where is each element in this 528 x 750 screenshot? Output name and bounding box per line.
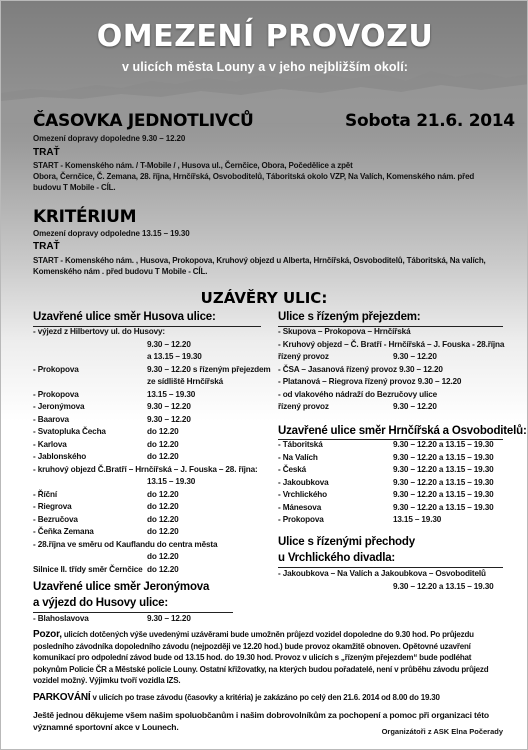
right-box-heading-2: Uzavřené ulice směr Hrnčířská a Osvoboditelů: xyxy=(278,425,527,437)
route-line: budovu T Mobile - CÍL. xyxy=(33,183,116,192)
closure-row-label: - Prokopova xyxy=(278,515,324,524)
casovka-time: Omezení dopravy dopoledne 9.30 – 12.20 xyxy=(33,134,186,143)
closure-row-value: do 12.20 xyxy=(147,489,179,499)
thanks-paragraph: Ještě jednou děkujeme všem našim spoluobčanům i našim dobrovolníkům za pochopení a pomoc při organizaci této významné sportovní akce v Lounech. xyxy=(33,710,489,732)
closure-row-value: 9.30 – 12.20 s řízeným přejezdem xyxy=(147,364,271,374)
closure-row-value: 9.30 – 12.20 a 13.15 – 19.30 xyxy=(393,490,494,499)
closure-row-label: - Blahoslavova xyxy=(33,614,89,623)
kriterium-time: Omezení dopravy odpoledne 13.15 – 19.30 xyxy=(33,229,190,238)
closure-row-value: 9.30 – 12.20 a 13.15 – 19.30 xyxy=(393,465,494,474)
closure-row-label: - Vrchlického xyxy=(278,490,328,499)
casovka-heading: ČASOVKA JEDNOTLIVCŮ xyxy=(33,111,254,131)
closure-row-label: - Platanová – Riegrova řízený provoz 9.30 – 12.20 xyxy=(278,377,462,386)
closure-row-value: 9.30 – 12.20 xyxy=(147,402,191,411)
closure-row-label: - Na Valích xyxy=(278,452,318,462)
closure-row-label: - Říční xyxy=(33,489,57,499)
closure-row-label: - Svatopluka Čecha xyxy=(33,427,106,436)
event-date: Sobota 21.6. 2014 xyxy=(345,111,515,131)
parking-paragraph xyxy=(33,692,503,704)
closure-row-value: 9.30 – 12.20 xyxy=(393,352,437,361)
closure-row-value: 9.30 – 12.20 xyxy=(147,414,191,424)
closure-row-label: - Baarova xyxy=(33,414,69,424)
closure-row-label: - Česká xyxy=(278,465,307,474)
closure-row-value: 9.30 – 12.20 a 13.15 – 19.30 xyxy=(393,452,494,462)
closure-row-label: - Jakoubkova xyxy=(278,477,329,487)
closure-row-label: - Skupova – Prokopova – Hrnčířská xyxy=(278,327,411,336)
closure-row-label: Silnice II. třídy směr Černčice xyxy=(33,564,143,574)
parking-label: PARKOVÁNÍ xyxy=(33,692,91,703)
closure-row-value: 9.30 – 12.20 xyxy=(147,614,191,623)
closure-row-label: - výjezd z Hilbertovy ul. do Husovy: xyxy=(33,327,165,336)
closure-row-value: 13.15 – 19.30 xyxy=(393,515,442,524)
closure-row-label: řízený provoz xyxy=(278,352,329,361)
organizer-signature: Organizátoři z ASK Elna Počerady xyxy=(381,727,503,736)
right-box-heading-3 xyxy=(278,534,415,566)
closures-heading: UZÁVĚRY ULIC: xyxy=(200,289,328,307)
closure-row-value: 9.30 – 12.20 a 13.15 – 19.30 xyxy=(393,581,494,591)
closure-row-label: - Jeronýmova xyxy=(33,402,85,411)
closure-row-value: 13.15 – 19.30 xyxy=(147,389,196,399)
route-line: START - Komenského nám. / T-Mobile / , Husova ul., Černčice, Obora, Počedělice a zpět xyxy=(33,161,353,170)
closure-row-value: 13.15 – 19.30 xyxy=(147,477,196,486)
closure-row-label: - 28.října ve směru od Kauflandu do centra města xyxy=(33,539,218,549)
closure-row-value: do 12.20 xyxy=(147,527,179,536)
kriterium-route xyxy=(33,255,508,277)
closure-row-label: - Jakoubkova – Na Valích a Jakoubkova – Osvoboditelů xyxy=(278,569,486,578)
route-line: Komenského nám . před budovu T Mobile - CÍL. xyxy=(33,267,208,276)
kriterium-trat-label: TRAŤ xyxy=(33,241,60,252)
closure-row-label: - Karlova xyxy=(33,439,67,449)
right-box-rule-3 xyxy=(278,567,503,568)
closure-row-value: do 12.20 xyxy=(147,439,179,449)
closure-row-value: do 12.20 xyxy=(147,502,179,511)
closure-row-value: 9.30 – 12.20 a 13.15 – 19.30 xyxy=(393,502,494,512)
closure-row-value: 9.30 – 12.20 xyxy=(147,339,191,349)
closure-row-value: do 12.20 xyxy=(147,452,179,461)
page-subtitle: v ulicích města Louny a v jeho nejbližším okolí: xyxy=(121,60,409,74)
closure-row-label: - od vlakového nádraží do Bezručovy ulice xyxy=(278,389,438,399)
closure-row-label: - ČSA – Jasanová řízený provoz 9.30 – 12.20 xyxy=(278,364,443,374)
closure-row-value: do 12.20 xyxy=(147,514,179,524)
closure-row-label: - Čeňka Zemana xyxy=(33,527,94,536)
kriterium-heading: KRITÉRIUM xyxy=(33,207,137,227)
closure-row-label: - Bezručova xyxy=(33,514,78,524)
closure-row-value: 9.30 – 12.20 a 13.15 – 19.30 xyxy=(393,477,494,487)
closure-row-label: řízený provoz xyxy=(278,402,329,411)
closure-row-value: do 12.20 xyxy=(147,564,179,574)
casovka-route xyxy=(33,160,508,193)
pozor-text: ulicích dotčených výše uvedenými uzávěrami bude umožněn průjezd vozidel dopoledne do 9.30 hod. Po průjezdu posledního závodníka dopoledního závodu (nejpozději ve 12.20 hod.) bude provoz okamžitě obnoven. Opětovné uzavření komunikací pro odpolední závod bude od 13.15 hod. do 19.30 hod. Provoz v ulicích s „řízeným přejezdem“ bude podléhat pokynům Policie ČR a Městské policie Louny. Ostatní křižovatky, na kterých budou pořadatelé, není v průběhu závodu průjezd vozidel možný. Výjimku tvoří vozidla IZS. xyxy=(33,630,489,686)
heading-line: a výjezd do Husovy ulice: xyxy=(33,597,168,609)
closure-row-label: - Táboritská xyxy=(278,440,323,449)
closure-row-label: - Kruhový objezd – Č. Bratří - Hrnčířská – J. Fouska - 28.října xyxy=(278,339,505,349)
route-line: START - Komenského nám. , Husova, Prokopova, Kruhový objezd u Alberta, Hrnčířská, Osvoboditelů, Táboritská, Na valích, xyxy=(33,256,486,265)
pozor-paragraph xyxy=(33,629,503,687)
pozor-label: Pozor, xyxy=(33,629,62,640)
closure-row-value: do 12.20 xyxy=(147,427,179,436)
header xyxy=(1,1,528,101)
closure-row-label: - Mánesova xyxy=(278,502,322,512)
casovka-trat-label: TRAŤ xyxy=(33,147,60,158)
route-line: Obora, Černčice, Č. Zemana, 28. října, Hrnčířská, Osvoboditelů, Táboritská okolo VZP, Na Valích, Komenského nám. před xyxy=(33,172,475,181)
closure-row-value: do 12.20 xyxy=(147,552,179,561)
closure-row-value: ze sídliště Hrnčířská xyxy=(147,377,224,386)
closure-row-label: - Prokopova xyxy=(33,389,79,399)
left-box-rule-2 xyxy=(33,612,233,613)
right-box-heading: Ulice s řízeným přejezdem: xyxy=(278,311,421,323)
closure-row-value: a 13.15 – 19.30 xyxy=(147,352,202,361)
page-title: OMEZENÍ PROVOZU xyxy=(96,19,434,54)
heading-line: Ulice s řízenými přechody xyxy=(278,536,415,548)
parking-text: v ulicích po trase závodu (časovky a kritéria) je zakázáno po celý den 21.6. 2014 od 8.00 do 19.30 xyxy=(90,693,440,702)
heading-line: u Vrchlického divadla: xyxy=(278,552,396,564)
heading-line: Uzavřené ulice směr Jeronýmova xyxy=(33,581,210,593)
closure-row-label: - Riegrova xyxy=(33,502,72,511)
closure-row-value: 9.30 – 12.20 a 13.15 – 19.30 xyxy=(393,440,494,449)
left-box-heading: Uzavřené ulice směr Husova ulice: xyxy=(33,311,216,323)
closure-row-label: - Jablonského xyxy=(33,452,87,461)
left-box-heading-2 xyxy=(33,579,209,611)
closure-row-value: 9.30 – 12.20 xyxy=(393,402,437,411)
closure-row-label: - kruhový objezd Č.Bratří – Hrnčířská – J. Fouska – 28. října: xyxy=(33,464,258,474)
closure-row-label: - Prokopova xyxy=(33,364,79,374)
